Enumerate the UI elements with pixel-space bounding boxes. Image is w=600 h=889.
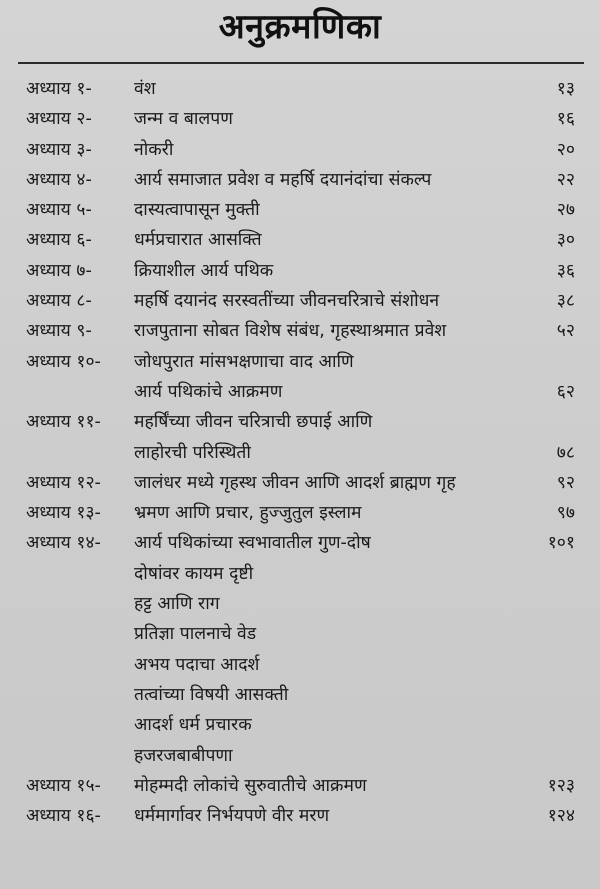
chapter-title: भ्रमण आणि प्रचार, हुज्जुतुल इस्लाम [134,503,362,524]
chapter-number: अध्याय १०- [26,351,101,372]
page-number: १०१ [547,533,575,554]
page-number: ९२ [556,472,575,493]
chapter-title: मोहम्मदी लोकांचे सुरुवातीचे आक्रमण [134,775,367,796]
toc-row [0,771,600,801]
chapter-title: जन्म व बालपण [134,109,233,130]
chapter-number: अध्याय १४- [26,533,101,554]
page-number: १२३ [547,775,575,796]
toc-row [0,680,600,710]
table-of-contents [0,74,600,831]
page-number: ३० [556,230,575,251]
title-underline [18,62,584,64]
chapter-title: महर्षि दयानंद सरस्वतींच्या जीवनचरित्राचे संशोधन [134,291,440,312]
chapter-number: अध्याय १५- [26,775,101,796]
toc-row [0,256,600,286]
chapter-number: अध्याय ८- [26,291,92,312]
chapter-title: दास्यत्वापासून मुक्ती [134,200,260,221]
chapter-title: तत्वांच्या विषयी आसक्ती [134,684,289,705]
chapter-title: प्रतिज्ञा पालनाचे वेड [134,624,257,645]
toc-row [0,619,600,649]
page-number: २७ [556,200,575,221]
page-number: ३६ [556,260,575,281]
page-number: ५२ [556,321,575,342]
toc-row [0,135,600,165]
chapter-title: आर्य पथिकांचे आक्रमण [134,381,283,402]
toc-row [0,559,600,589]
chapter-number: अध्याय ५- [26,200,92,221]
toc-row [0,801,600,831]
chapter-number: अध्याय ६- [26,230,92,251]
page-number: ६२ [556,381,575,402]
chapter-number: अध्याय १६- [26,806,101,827]
page-number: १६ [556,109,575,130]
toc-row [0,438,600,468]
chapter-title: जोधपुरात मांसभक्षणाचा वाद आणि [134,351,354,372]
chapter-number: अध्याय १२- [26,472,101,493]
chapter-number: अध्याय ११- [26,412,101,433]
toc-row [0,710,600,740]
chapter-title: हजरजबाबीपणा [134,745,233,766]
page-number: २२ [556,169,575,190]
chapter-number: अध्याय १- [26,79,92,99]
toc-row [0,528,600,558]
toc-row [0,347,600,377]
page-number: ९७ [556,503,575,524]
chapter-title: राजपुताना सोबत विशेष संबंध, गृहस्थाश्रमात प्रवेश [134,321,447,342]
page-number: २० [556,139,575,160]
toc-row [0,377,600,407]
chapter-number: अध्याय ९- [26,321,92,342]
chapter-title: नोकरी [134,139,174,160]
toc-row [0,741,600,771]
chapter-title: आदर्श धर्म प्रचारक [134,715,252,736]
chapter-number: अध्याय १३- [26,503,101,524]
toc-row [0,468,600,498]
chapter-title: हट्ट आणि राग [134,594,220,615]
chapter-title: दोषांवर कायम दृष्टी [134,563,254,584]
toc-row [0,286,600,316]
page-number: ७८ [556,442,575,463]
toc-row [0,589,600,619]
toc-row [0,225,600,255]
toc-row [0,195,600,225]
chapter-title: क्रियाशील आर्य पथिक [134,260,274,281]
chapter-title: महर्षिंच्या जीवन चरित्राची छपाई आणि [134,412,373,433]
toc-row [0,407,600,437]
chapter-title: अभय पदाचा आदर्श [134,654,260,675]
chapter-title: जालंधर मध्ये गृहस्थ जीवन आणि आदर्श ब्राह्मण गृह [134,472,456,493]
chapter-title: आर्य समाजात प्रवेश व महर्षि दयानंदांचा संकल्प [134,169,432,190]
page-number: ३८ [556,291,575,312]
chapter-title: लाहोरची परिस्थिती [134,442,251,463]
chapter-number: अध्याय ७- [26,260,92,281]
chapter-title: धर्ममार्गावर निर्भयपणे वीर मरण [134,806,330,827]
toc-row [0,498,600,528]
page-title: अनुक्रमणिका [218,7,382,47]
toc-row [0,650,600,680]
page-number: १२४ [547,806,575,827]
chapter-title: आर्य पथिकांच्या स्वभावातील गुण-दोष [134,533,371,554]
toc-row [0,74,600,104]
chapter-title: वंश [134,79,156,99]
page-number: १३ [556,79,575,99]
chapter-number: अध्याय ४- [26,169,92,190]
toc-row [0,165,600,195]
toc-row [0,104,600,134]
chapter-number: अध्याय २- [26,109,92,130]
toc-row [0,316,600,346]
chapter-number: अध्याय ३- [26,139,92,160]
chapter-title: धर्मप्रचारात आसक्ति [134,230,262,251]
